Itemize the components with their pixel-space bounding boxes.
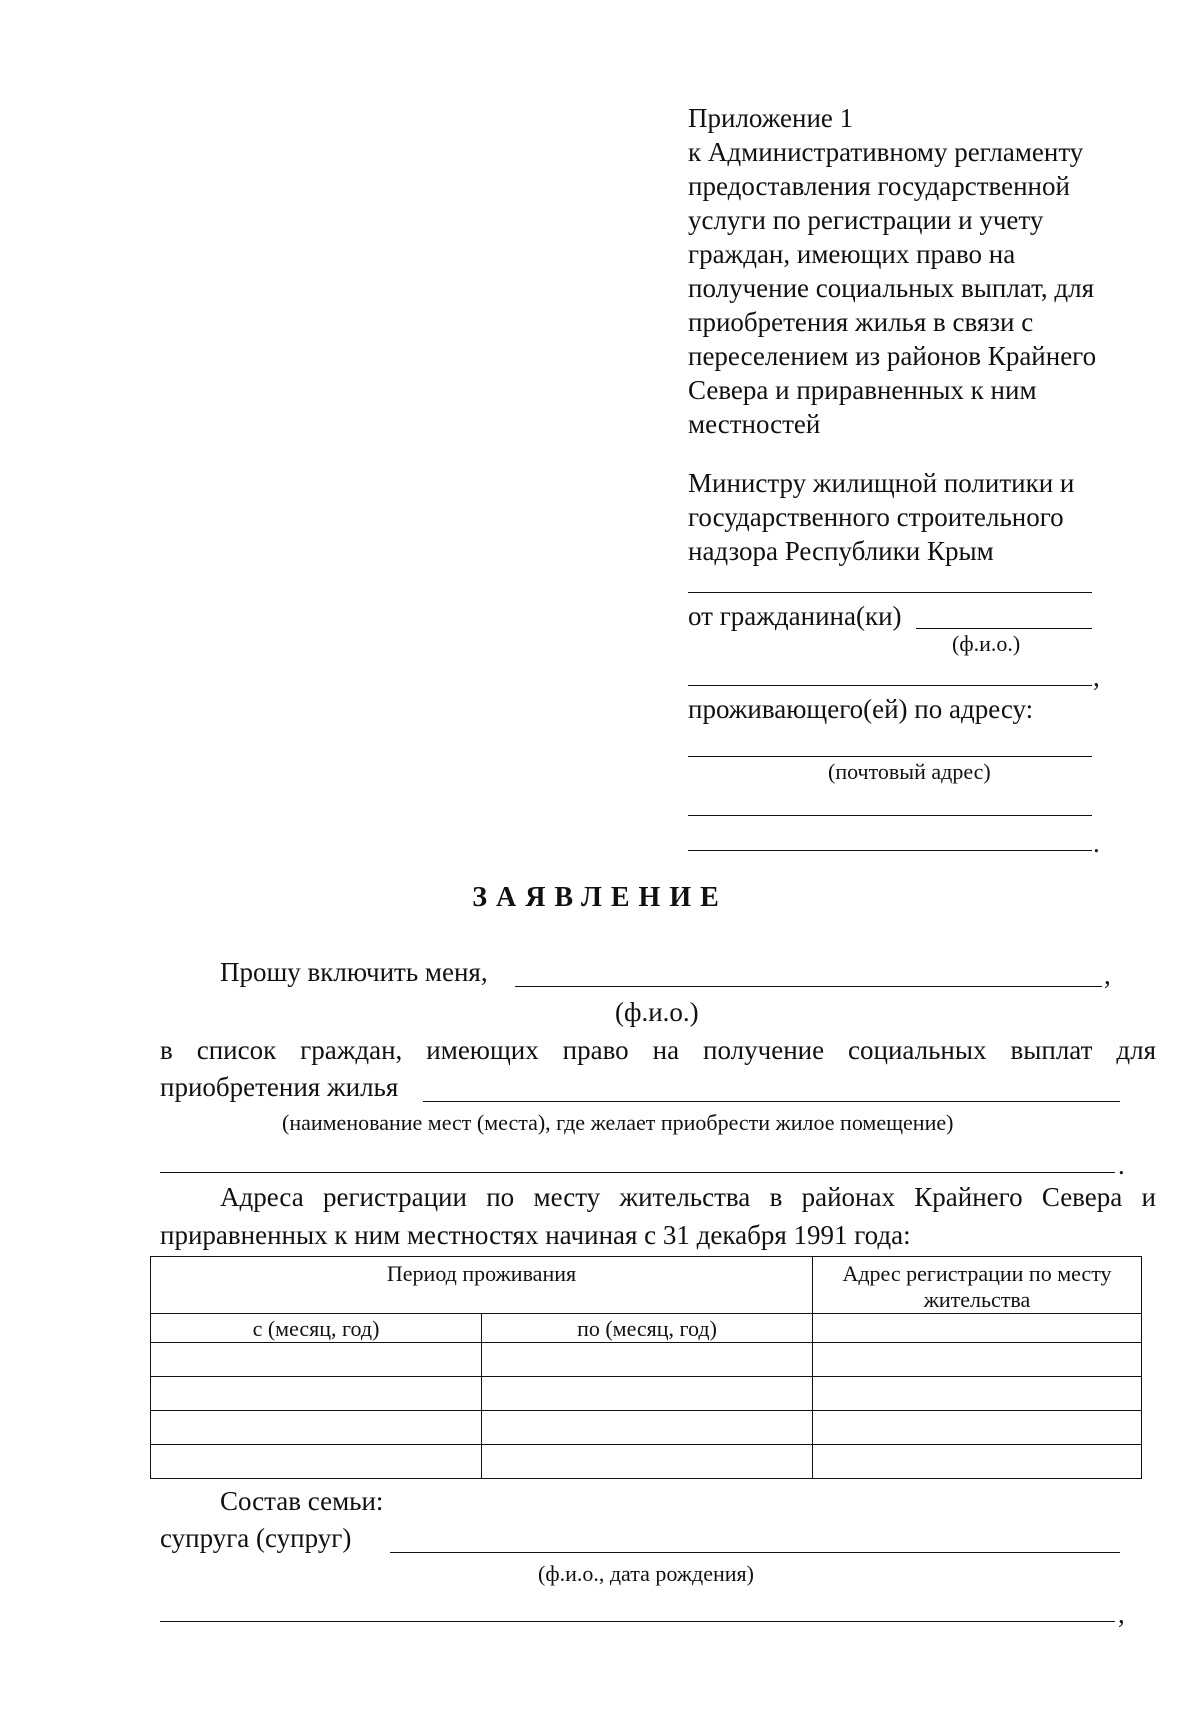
addresses-line-2: приравненных к ним местностях начиная с 31 декабря 1991 года: <box>160 1220 911 1250</box>
spouse-continuation-line[interactable] <box>160 1621 1115 1622</box>
housing-label: приобретения жилья <box>160 1072 399 1102</box>
col-to: по (месяц, год) <box>482 1314 813 1343</box>
address-line-1[interactable] <box>688 756 1092 757</box>
annex-line: услуги по регистрации и учету <box>688 205 1044 235</box>
annex-line: Севера и приравненных к ним <box>688 375 1037 405</box>
table-cell[interactable] <box>482 1411 813 1445</box>
addressee-line: надзора Республики Крым <box>688 536 994 566</box>
table-row <box>151 1343 1142 1377</box>
annex-header <box>688 101 1158 441</box>
table-cell[interactable] <box>151 1411 482 1445</box>
address-line-2[interactable] <box>688 815 1092 816</box>
table-cell[interactable] <box>813 1445 1142 1479</box>
fio-hint: (ф.и.о.) <box>952 631 1021 656</box>
fio-comma: , <box>1093 662 1100 692</box>
table-row <box>151 1411 1142 1445</box>
addressee-block <box>688 466 1158 568</box>
request-fio-line[interactable] <box>515 986 1102 987</box>
table-cell[interactable] <box>151 1445 482 1479</box>
table-cell[interactable] <box>151 1343 482 1377</box>
spouse-label: супруга (супруг) <box>160 1523 352 1553</box>
addressee-blank-line[interactable] <box>688 592 1092 593</box>
family-label: Состав семьи: <box>220 1486 384 1516</box>
annex-line: местностей <box>688 409 821 439</box>
addressee-line: Министру жилищной политики и <box>688 468 1075 498</box>
request-fio-hint: (ф.и.о.) <box>615 997 699 1027</box>
table-header-row <box>151 1257 1142 1314</box>
col-from: с (месяц, год) <box>151 1314 482 1343</box>
annex-line: к Административному регламенту <box>688 137 1084 167</box>
header-period: Период проживания <box>151 1257 813 1314</box>
annex-line: приобретения жилья в связи с <box>688 307 1034 337</box>
annex-line: предоставления государственной <box>688 171 1070 201</box>
table-cell[interactable] <box>813 1377 1142 1411</box>
address-line-3[interactable] <box>688 850 1092 851</box>
list-line: в список граждан, имеющих право на получение социальных выплат для <box>160 1035 1156 1065</box>
spouse-fio-line[interactable] <box>390 1552 1120 1553</box>
header-address: Адрес регистрации по месту жительства <box>813 1257 1142 1314</box>
table-cell[interactable] <box>482 1377 813 1411</box>
annex-line: Приложение 1 <box>688 103 854 133</box>
annex-line: получение социальных выплат, для <box>688 273 1094 303</box>
fio-field-line[interactable] <box>916 628 1092 629</box>
table-cell[interactable] <box>151 1377 482 1411</box>
fio-continuation-line[interactable] <box>688 685 1092 686</box>
table-subheader-row <box>151 1314 1142 1343</box>
annex-line: переселением из районов Крайнего <box>688 341 1097 371</box>
residing-label: проживающего(ей) по адресу: <box>688 694 1034 724</box>
addresses-line-1: Адреса регистрации по месту жительства в районах Крайнего Севера и <box>220 1182 1156 1212</box>
table-cell[interactable] <box>813 1411 1142 1445</box>
table-cell[interactable] <box>482 1445 813 1479</box>
table-row <box>151 1377 1142 1411</box>
housing-place-line[interactable] <box>423 1101 1120 1102</box>
spouse-end-comma: , <box>1118 1599 1125 1629</box>
place-continuation-line[interactable] <box>160 1172 1115 1173</box>
document-title: ЗАЯВЛЕНИЕ <box>472 882 728 913</box>
table-cell[interactable] <box>482 1343 813 1377</box>
addressee-line: государственного строительного <box>688 502 1064 532</box>
from-citizen-label: от гражданина(ки) <box>688 601 902 631</box>
request-label: Прошу включить меня, <box>220 957 488 987</box>
request-comma: , <box>1104 960 1111 990</box>
table-row <box>151 1445 1142 1479</box>
place-period: . <box>1118 1150 1125 1180</box>
annex-line: граждан, имеющих право на <box>688 239 1016 269</box>
address-period: . <box>1093 828 1100 858</box>
table-cell[interactable] <box>813 1343 1142 1377</box>
postal-address-hint: (почтовый адрес) <box>828 759 991 784</box>
registration-table <box>150 1256 1142 1479</box>
place-hint: (наименование мест (места), где желает приобрести жилое помещение) <box>282 1110 954 1135</box>
spouse-hint: (ф.и.о., дата рождения) <box>538 1561 754 1586</box>
table-cell[interactable] <box>813 1314 1142 1343</box>
